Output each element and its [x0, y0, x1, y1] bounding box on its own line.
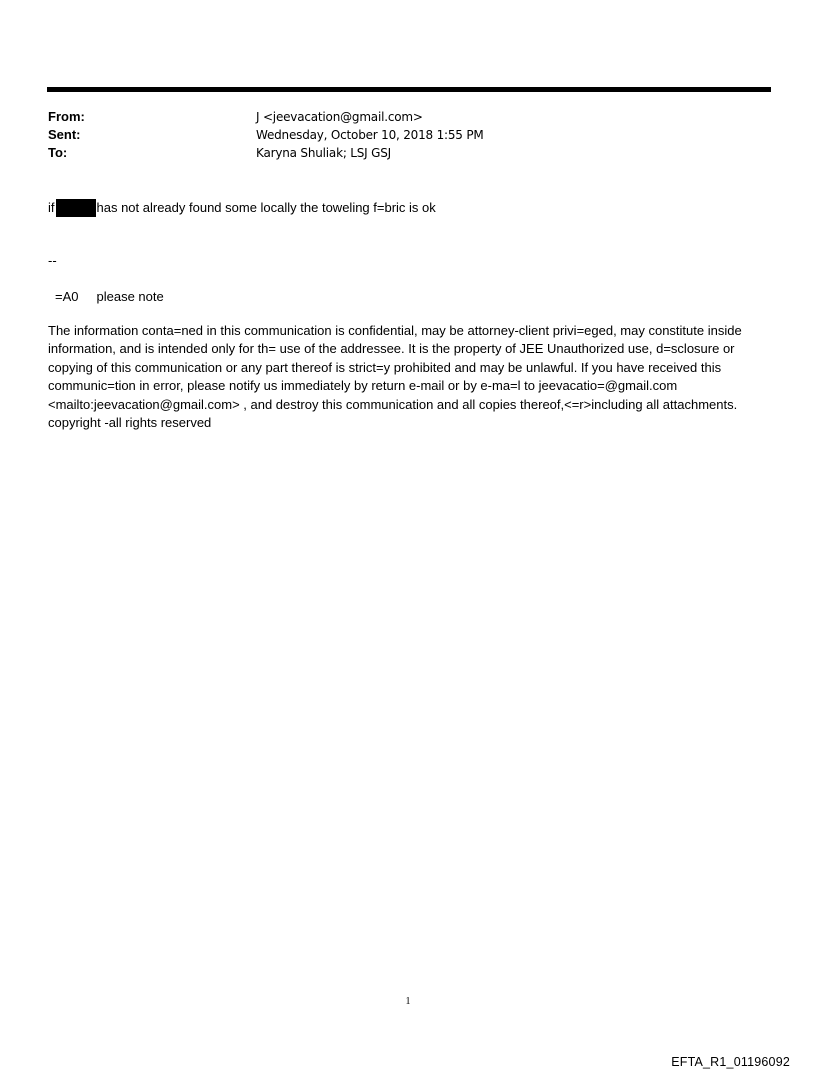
to-row — [48, 144, 748, 162]
message-prefix: if — [48, 200, 55, 215]
header-rule — [47, 87, 771, 92]
from-value: J <jeevacation@gmail.com> — [256, 110, 423, 124]
redaction-box — [56, 199, 96, 217]
message-line — [48, 199, 436, 217]
message-text: has not already found some locally the toweling f=bric is ok — [96, 200, 436, 215]
to-label: To: — [48, 145, 68, 160]
sent-label: Sent: — [48, 127, 81, 142]
sent-row — [48, 126, 748, 144]
signature-separator: -- — [48, 253, 57, 268]
page-number: 1 — [405, 996, 411, 1007]
from-row — [48, 108, 748, 126]
note-line — [55, 288, 164, 306]
email-header — [48, 108, 748, 162]
from-label: From: — [48, 109, 85, 124]
to-value: Karyna Shuliak; LSJ GSJ — [256, 146, 391, 160]
note-text: please note — [96, 289, 164, 304]
note-code: =A0 — [55, 289, 79, 304]
document-id: EFTA_R1_01196092 — [671, 1055, 790, 1069]
sent-value: Wednesday, October 10, 2018 1:55 PM — [256, 128, 484, 142]
confidentiality-disclaimer: The information conta=ned in this communication is confidential, may be attorney-client privi=eged, may constitute inside information, and is intended only for th= use of the addressee. It is the property of JEE Unauthorized use, d=sclosure or copying of this communication or any part thereof is strict=y prohibited and may be unlawful. If you have received this communic=tion in error, please notify us immediately by return e-mail or by e-ma=l to jeevacatio=@gmail.com <mailto:jeevacation@gmail.com> , and destroy this communication and all copies thereof,<=r>including all attachments. copyright -all rights reserved — [48, 323, 742, 431]
